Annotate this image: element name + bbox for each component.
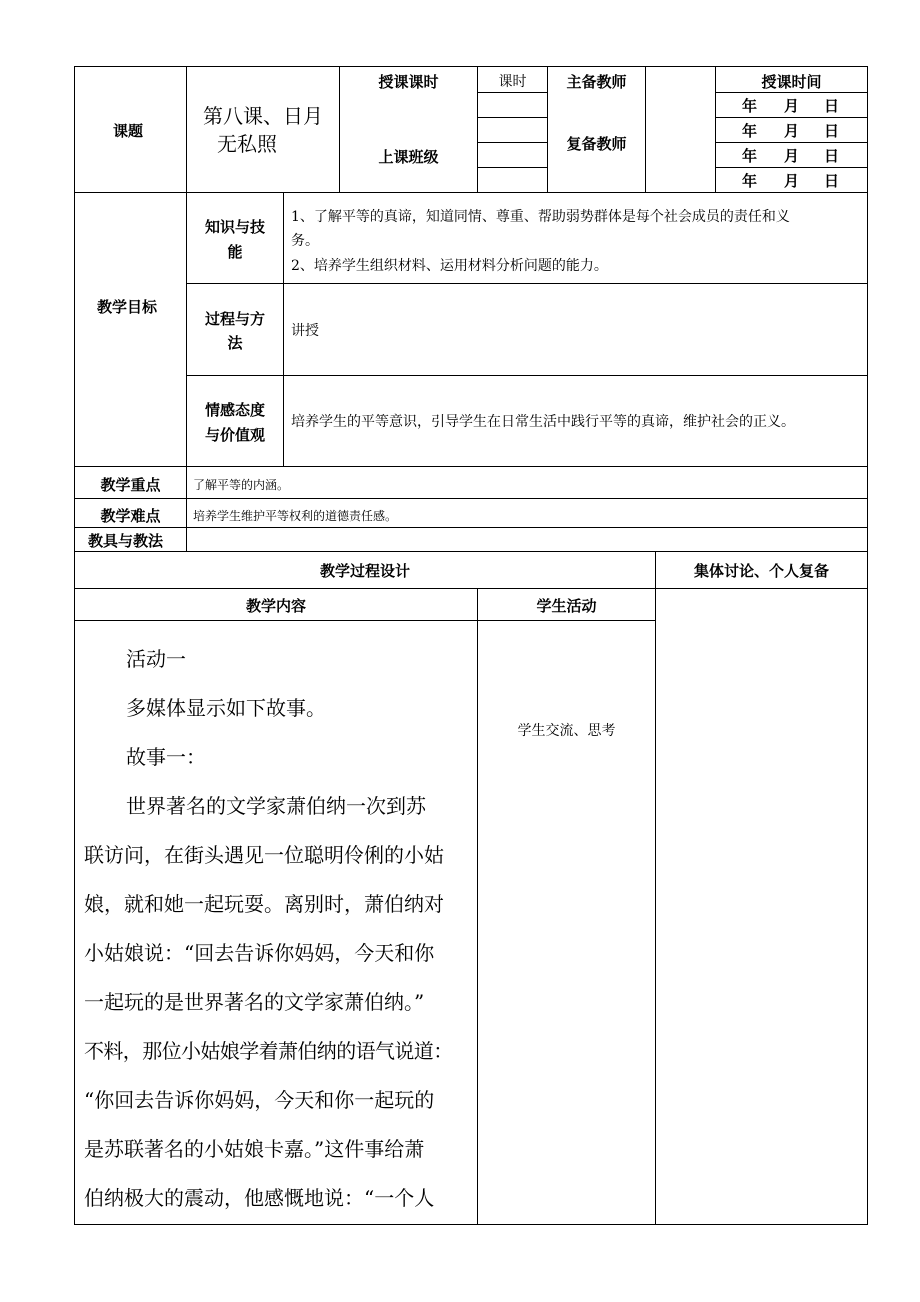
content-line: 娘，就和她一起玩耍。离别时，萧伯纳对 (84, 892, 444, 916)
date-day: 日 (824, 97, 840, 115)
content-line: 不料，那位小姑娘学着萧伯纳的语气说道： (84, 1039, 453, 1063)
date-year: 年 (742, 172, 758, 190)
date-day: 日 (824, 122, 840, 140)
date-year: 年 (742, 147, 758, 165)
process-value: 讲授 (291, 323, 319, 339)
content-line: 是苏联著名的小姑娘卡嘉。”这件事给萧 (84, 1137, 425, 1161)
knowledge-label-1: 知识与技 (204, 218, 265, 236)
content-line: 世界著名的文学家萧伯纳一次到苏 (126, 794, 426, 818)
process-design-label: 教学过程设计 (319, 562, 410, 580)
knowledge-line1b: 务。 (291, 233, 319, 249)
main-teacher-label: 主备教师 (566, 73, 627, 91)
content-line: 伯纳极大的震动，他感慨地说：“一个人 (84, 1186, 435, 1210)
date-day: 日 (824, 147, 840, 165)
content-line: 活动一 (126, 647, 186, 671)
date-year: 年 (742, 122, 758, 140)
process-label-2: 法 (227, 334, 243, 352)
content-line: 联访问，在街头遇见一位聪明伶俐的小姑 (84, 843, 444, 867)
topic-label: 课题 (113, 122, 144, 140)
date-month: 月 (784, 97, 800, 115)
knowledge-line2: 2、培养学生组织材料、运用材料分析问题的能力。 (291, 258, 608, 274)
hours-value: 课时 (498, 74, 527, 90)
activity-label: 学生活动 (536, 597, 597, 615)
content-line: 故事一： (126, 745, 206, 769)
tools-label: 教具与教法 (88, 532, 164, 550)
process-label-1: 过程与方 (204, 310, 265, 328)
content-line: 小姑娘说：“回去告诉你妈妈，今天和你 (84, 941, 435, 965)
difficulty-label: 教学难点 (100, 507, 161, 525)
knowledge-label-2: 能 (227, 243, 243, 261)
knowledge-line1: 1、了解平等的真谛，知道同情、尊重、帮助弱势群体是每个社会成员的责任和义 (291, 209, 790, 225)
emotion-label-1: 情感态度 (204, 401, 265, 419)
emotion-value: 培养学生的平等意识，引导学生在日常生活中践行平等的真谛，维护社会的正义。 (291, 414, 795, 430)
time-label: 授课时间 (761, 73, 822, 91)
class-label: 上课班级 (378, 148, 439, 166)
content-line: “你回去告诉你妈妈，今天和你一起玩的 (84, 1088, 435, 1112)
topic-title-line2: 无私照 (217, 132, 277, 156)
date-month: 月 (784, 147, 800, 165)
activity-value: 学生交流、思考 (517, 723, 616, 739)
key-point-value: 了解平等的内涵。 (193, 478, 290, 492)
difficulty-value: 培养学生维护平等权利的道德责任感。 (193, 509, 398, 523)
content-line: 一起玩的是世界著名的文学家萧伯纳。” (84, 990, 425, 1014)
date-month: 月 (784, 172, 800, 190)
objectives-label: 教学目标 (97, 298, 158, 316)
date-day: 日 (824, 172, 840, 190)
key-point-label: 教学重点 (100, 476, 161, 494)
content-label: 教学内容 (245, 597, 306, 615)
discussion-label: 集体讨论、个人复备 (693, 562, 829, 580)
co-teacher-label: 复备教师 (566, 135, 627, 153)
topic-title-line1: 第八课、日月 (203, 104, 323, 128)
date-year: 年 (742, 97, 758, 115)
hours-label: 授课课时 (378, 73, 439, 91)
emotion-label-2: 与价值观 (204, 426, 265, 444)
date-month: 月 (784, 122, 800, 140)
content-line: 多媒体显示如下故事。 (126, 696, 326, 720)
